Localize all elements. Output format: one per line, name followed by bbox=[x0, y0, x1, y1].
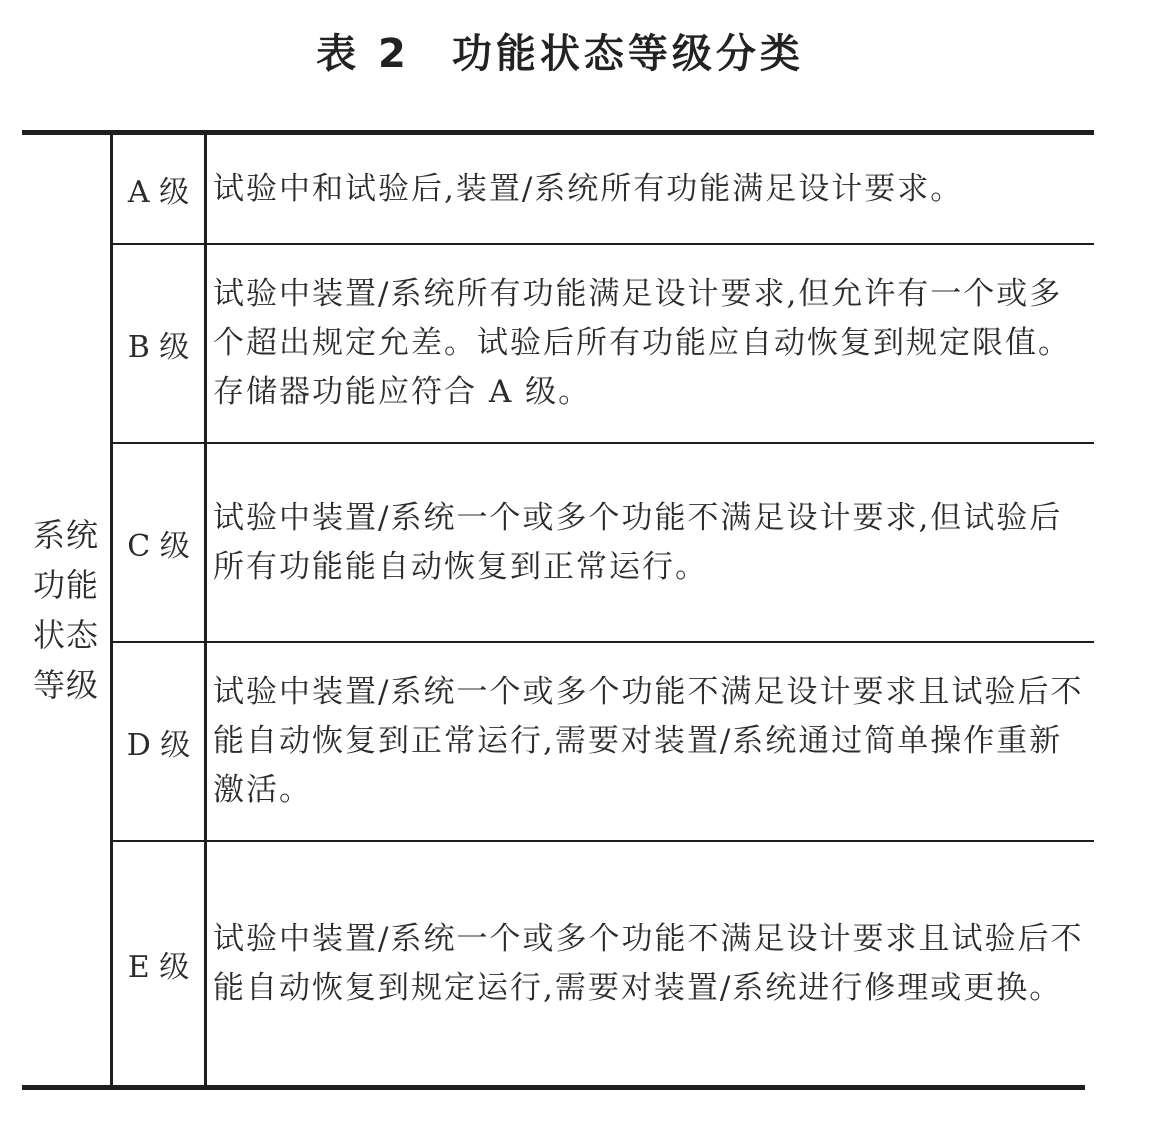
category-cell: 系统功能状态等级 bbox=[32, 516, 99, 704]
table-caption: 功能状态等级分类 bbox=[451, 31, 804, 77]
description-cell-a bbox=[213, 135, 1093, 243]
description-cell-d bbox=[213, 643, 1093, 840]
level-description: 试验中装置/系统一个或多个功能不满足设计要求且试验后不能自动恢复到规定运行,需要对装置/系统进行修理或更换。 bbox=[213, 920, 1084, 1006]
level-description: 试验中装置/系统所有功能满足设计要求,但允许有一个或多个超出规定允差。试验后所有功能应自动恢复到规定限值。存储器功能应符合 A 级。 bbox=[213, 276, 1071, 410]
description-cell-e bbox=[213, 842, 1093, 1085]
description-cell-b bbox=[213, 245, 1093, 442]
level-label: A 级 bbox=[127, 175, 190, 210]
level-description: 试验中装置/系统一个或多个功能不满足设计要求,但试验后所有功能能自动恢复到正常运行。 bbox=[213, 499, 1063, 585]
table-bottom-rule bbox=[22, 1085, 1085, 1090]
level-description: 试验中和试验后,装置/系统所有功能满足设计要求。 bbox=[213, 170, 964, 207]
level-cell-e bbox=[113, 842, 204, 1085]
level-label: D 级 bbox=[126, 727, 191, 763]
level-cell-a bbox=[113, 135, 204, 243]
level-label: C 级 bbox=[127, 528, 190, 564]
level-label: E 级 bbox=[127, 949, 190, 985]
description-cell-c bbox=[213, 444, 1093, 641]
level-label: B 级 bbox=[127, 329, 190, 365]
level-cell-d bbox=[113, 643, 204, 840]
table-number: 表 2 bbox=[316, 31, 410, 77]
column-divider-2 bbox=[204, 133, 207, 1087]
level-cell-c bbox=[113, 444, 204, 641]
table-title bbox=[0, 22, 1120, 79]
level-cell-b bbox=[113, 245, 204, 442]
level-description: 试验中装置/系统一个或多个功能不满足设计要求且试验后不能自动恢复到正常运行,需要对装置/系统通过简单操作重新激活。 bbox=[213, 674, 1084, 808]
